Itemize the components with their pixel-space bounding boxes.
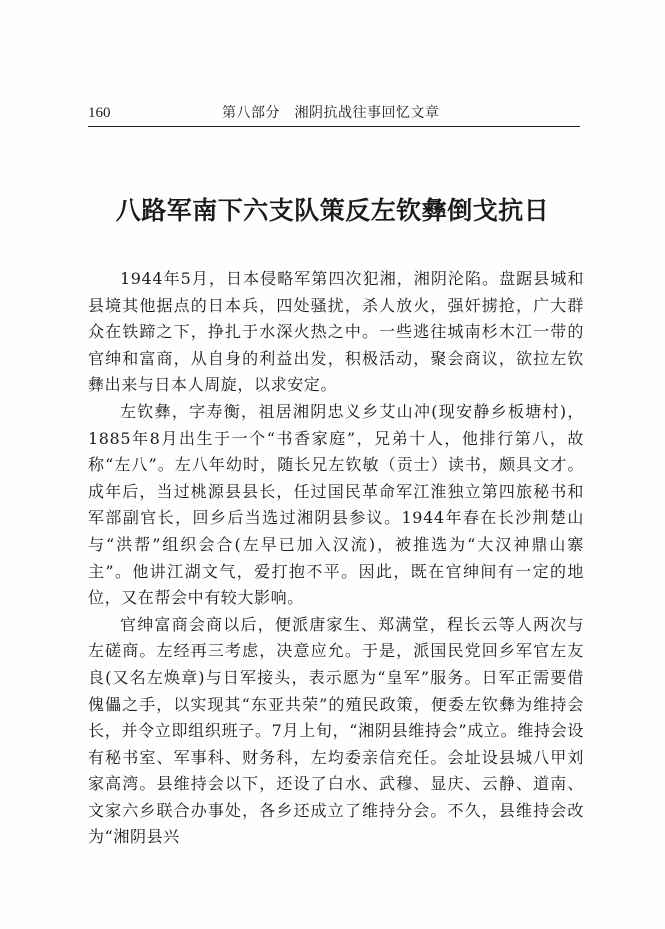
paragraph-1: 1944年5月，日本侵略军第四次犯湘，湘阴沦陷。盘踞县城和县境其他据点的日本兵，四处骚扰，杀人放火，强奸掳抢，广大群众在铁蹄之下，挣扎于水深火热之中。一些逃往城南杉木江一带的官绅和富商，从自身的利益出发，积极活动，聚会商议，欲拉左钦彝出来与日本人周旋，以求安定。 <box>88 269 584 395</box>
paragraph-2: 左钦彝，字寿衡，祖居湘阴忠义乡艾山冲(现安静乡板塘村)，1885年8月出生于一个“书香家庭”，兄弟十人，他排行第八，故称“左八”。左八年幼时，随长兄左钦敏（贡士）读书，颇具文才。成年后，当过桃源县县长，任过国民革命军江淮独立第四旅秘书和军部副官长，回乡后当选过湘阴县参议。1944年春在长沙荆楚山与“洪帮”组织会合(左早已加入汉流)，被推选为“大汉神鼎山寨主”。他讲江湖文气，爱打抱不平。因此，既在官绅间有一定的地位，又在帮会中有较大影响。 <box>88 401 584 608</box>
header-rule <box>88 126 580 127</box>
page-number: 160 <box>88 105 111 121</box>
running-title: 第八部分 湘阴抗战往事回忆文章 <box>222 105 440 121</box>
article-title: 八路军南下六支队策反左钦彝倒戈抗日 <box>115 196 550 225</box>
paragraph-3: 官绅富商会商以后，便派唐家生、郑满堂，程长云等人两次与左磋商。左经再三考虑，决意应允。于是，派国民党回乡军官左友良(又名左焕章)与日军接头，表示愿为“皇军”服务。日军正需要借傀儡之手，以实现其“东亚共荣”的殖民政策，便委左钦彝为维持会长，并令立即组织班子。7月上旬，“湘阴县维持会”成立。维持会设有秘书室、军事科、财务科，左均委亲信充任。会址设县城八甲刘家高湾。县维持会以下，还设了白水、武穆、显庆、云静、道南、文家六乡联合办事处，各乡还成立了维持分会。不久，县维持会改为“湘阴县兴 <box>88 614 584 847</box>
article-body <box>88 266 584 851</box>
running-header <box>88 103 580 125</box>
